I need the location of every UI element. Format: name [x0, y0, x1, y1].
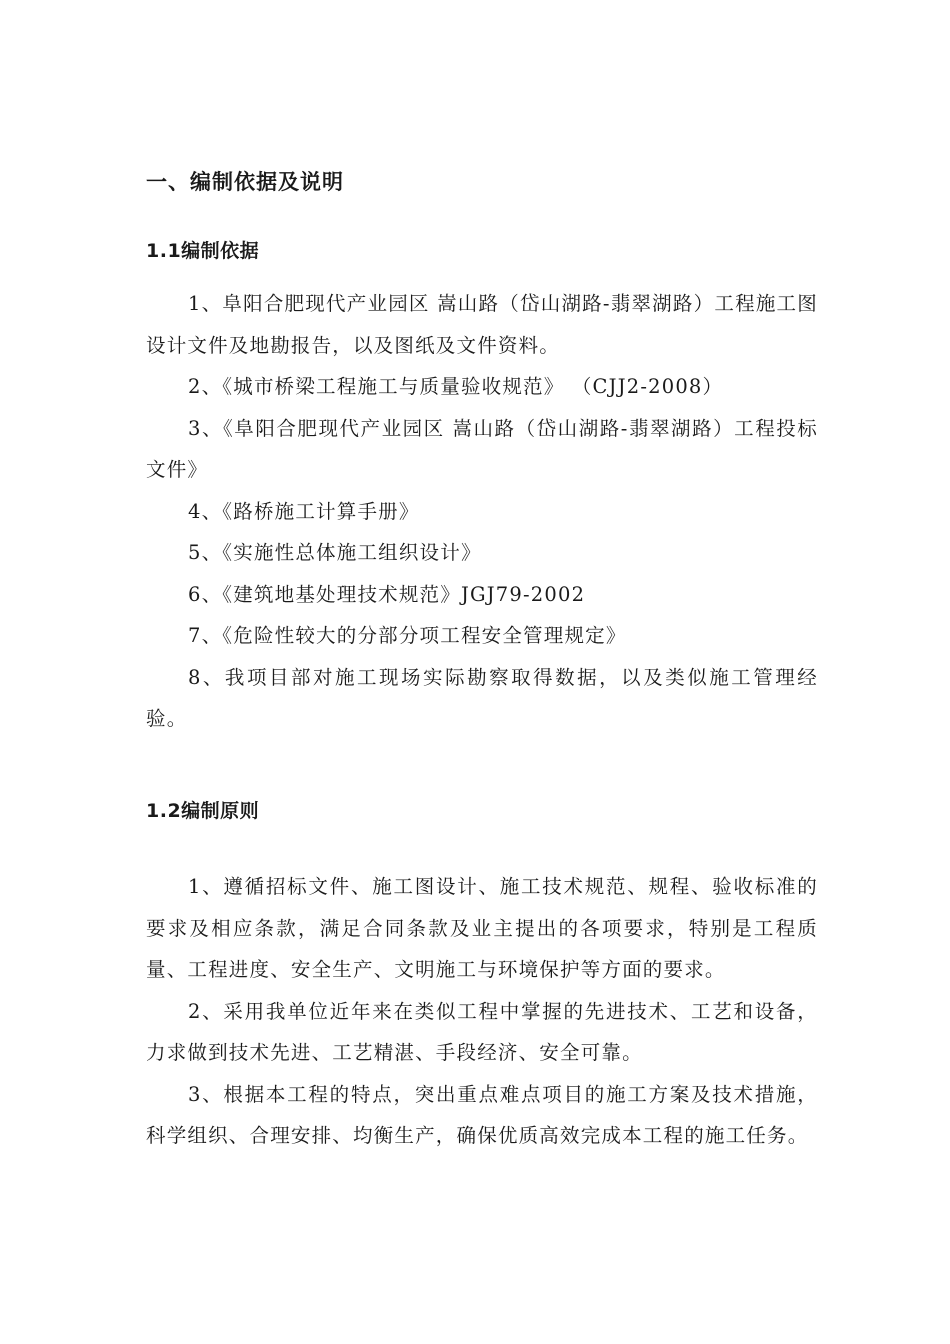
basis-item: 6、《建筑地基处理技术规范》JGJ79-2002 [188, 582, 586, 606]
principle-item: 3、根据本工程的特点，突出重点难点项目的施工方案及技术措施，科学组织、合理安排、均衡生产，确保优质高效完成本工程的施工任务。 [146, 1082, 818, 1147]
basis-item: 5、《实施性总体施工组织设计》 [188, 541, 482, 564]
section-title-principles: 1.2编制原则 [146, 800, 260, 822]
principles-list [146, 866, 818, 1157]
section-title-basis: 1.1编制依据 [146, 240, 260, 262]
basis-item: 7、《危险性较大的分部分项工程安全管理规定》 [188, 624, 627, 647]
basis-list [146, 283, 818, 740]
basis-item: 3、《阜阳合肥现代产业园区 嵩山路（岱山湖路-翡翠湖路）工程投标文件》 [146, 416, 818, 481]
principle-item: 2、采用我单位近年来在类似工程中掌握的先进技术、工艺和设备，力求做到技术先进、工艺精湛、手段经济、安全可靠。 [146, 999, 818, 1064]
principle-item: 1、遵循招标文件、施工图设计、施工技术规范、规程、验收标准的要求及相应条款，满足合同条款及业主提出的各项要求，特别是工程质量、工程进度、安全生产、文明施工与环境保护等方面的要求。 [146, 875, 818, 981]
basis-item: 8、我项目部对施工现场实际勘察取得数据，以及类似施工管理经验。 [146, 665, 818, 730]
basis-item: 2、《城市桥梁工程施工与质量验收规范》 （CJJ2-2008） [188, 375, 724, 398]
basis-item: 4、《路桥施工计算手册》 [188, 499, 420, 523]
basis-item: 1、阜阳合肥现代产业园区 嵩山路（岱山湖路-翡翠湖路）工程施工图设计文件及地勘报告，以及图纸及文件资料。 [146, 292, 818, 357]
page-heading: 一、编制依据及说明 [146, 170, 344, 194]
